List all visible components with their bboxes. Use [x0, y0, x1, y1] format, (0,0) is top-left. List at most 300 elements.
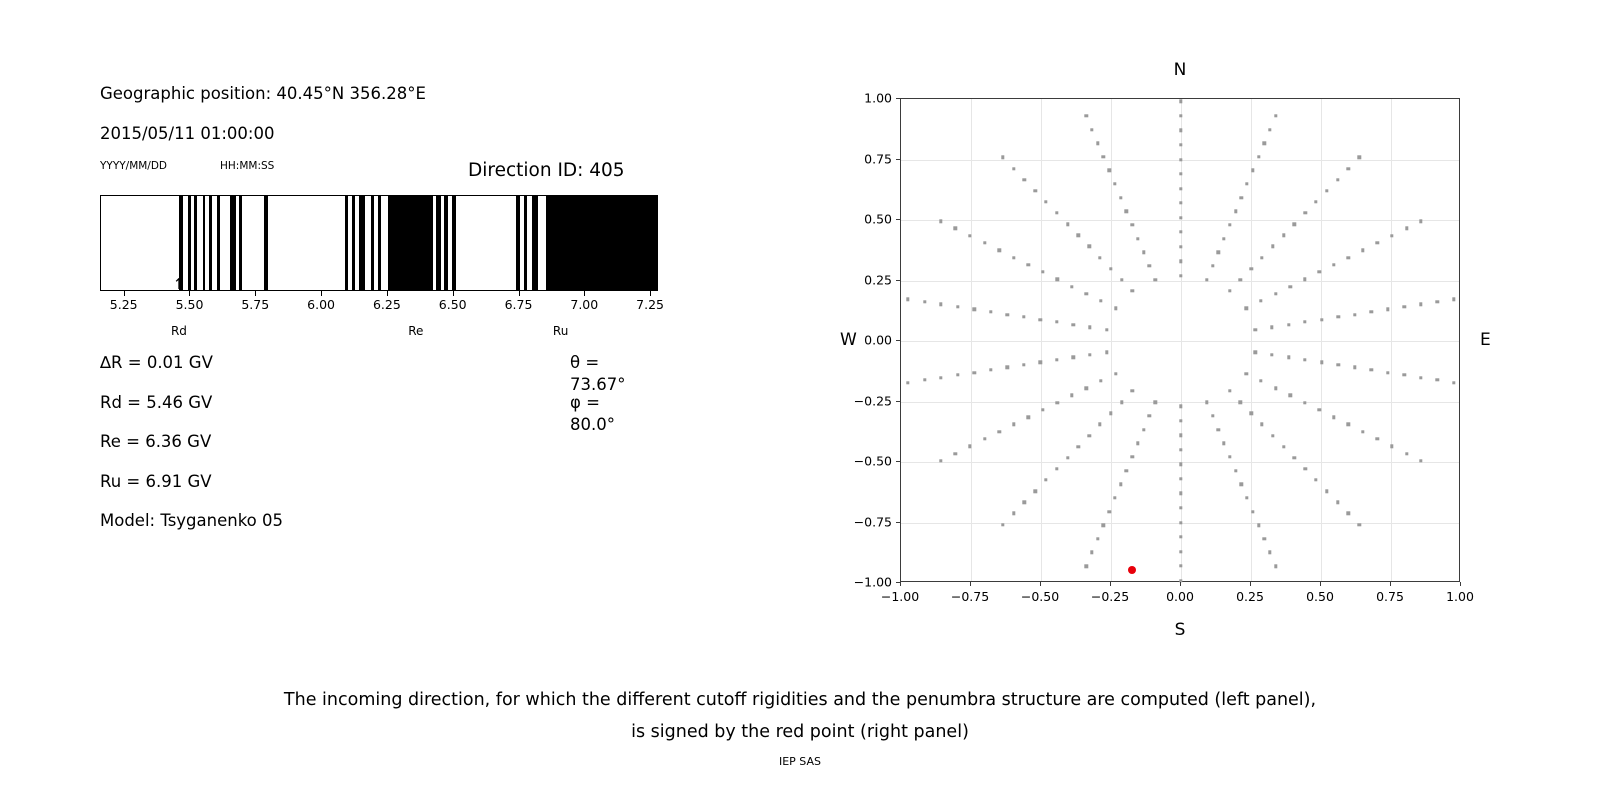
- direction-point: [1405, 227, 1408, 230]
- penumbra-band: [352, 196, 355, 290]
- direction-point: [1263, 537, 1266, 540]
- penumbra-band: [532, 196, 539, 290]
- direction-point: [1088, 245, 1091, 248]
- direction-point: [1130, 223, 1133, 226]
- direction-point: [1274, 564, 1277, 567]
- direction-point: [1405, 452, 1408, 455]
- penumbra-tick: [519, 291, 520, 296]
- direction-point: [1070, 285, 1073, 288]
- direction-point: [1353, 313, 1356, 316]
- direction-point: [1012, 167, 1015, 170]
- penumbra-band: [436, 196, 441, 290]
- direction-point: [1084, 114, 1087, 117]
- direction-point: [1332, 416, 1335, 419]
- direction-point: [1240, 196, 1243, 199]
- direction-point: [1085, 292, 1088, 295]
- direction-point: [1125, 469, 1128, 472]
- direction-point: [1179, 158, 1182, 161]
- direction-point: [1056, 401, 1059, 404]
- direction-point: [1148, 264, 1151, 267]
- direction-point: [1113, 496, 1116, 499]
- compass-east-label: E: [1480, 330, 1491, 350]
- time-format-hint: HH:MM:SS: [220, 160, 275, 172]
- direction-point: [968, 445, 971, 448]
- direction-point: [1347, 512, 1350, 515]
- direction-point: [1332, 263, 1335, 266]
- direction-point: [1179, 230, 1182, 233]
- direction-point: [1125, 210, 1128, 213]
- direction-point: [956, 373, 959, 376]
- direction-point: [1357, 523, 1360, 526]
- direction-point: [1136, 442, 1139, 445]
- compass-west-label: W: [840, 330, 857, 350]
- direction-point: [1105, 328, 1108, 331]
- direction-point: [1270, 353, 1273, 356]
- direction-point: [1179, 245, 1182, 248]
- direction-point: [989, 368, 992, 371]
- direction-point: [1403, 373, 1406, 376]
- direction-point: [1001, 156, 1004, 159]
- y-axis-tick: [896, 219, 900, 220]
- direction-point: [997, 430, 1000, 433]
- direction-point: [1314, 200, 1317, 203]
- direction-point: [1318, 270, 1321, 273]
- direction-point: [1228, 223, 1231, 226]
- direction-point: [1098, 423, 1101, 426]
- direction-point: [972, 371, 975, 374]
- direction-point: [1259, 379, 1262, 382]
- direction-point: [1099, 379, 1102, 382]
- datetime-label: 2015/05/11 01:00:00: [100, 124, 275, 143]
- direction-point: [1268, 551, 1271, 554]
- direction-point: [1131, 289, 1134, 292]
- direction-point: [1254, 328, 1257, 331]
- y-axis-tick: [896, 461, 900, 462]
- direction-point: [1006, 313, 1009, 316]
- x-axis-tick-label: 1.00: [1446, 589, 1474, 604]
- direction-point: [1288, 394, 1291, 397]
- direction-point: [1099, 299, 1102, 302]
- direction-point: [1228, 389, 1231, 392]
- caption-line-1: The incoming direction, for which the different cutoff rigidities and the penumbra structure are computed (left panel),: [283, 690, 1317, 710]
- grid-line-horizontal: [901, 281, 1459, 282]
- x-axis-tick: [1460, 582, 1461, 586]
- direction-point: [1376, 437, 1379, 440]
- direction-point: [1142, 428, 1145, 431]
- direction-point: [1245, 182, 1248, 185]
- direction-point: [1179, 274, 1182, 277]
- direction-point: [1041, 408, 1044, 411]
- direction-point: [1217, 251, 1220, 254]
- param-left: Model: Tsyganenko 05: [100, 511, 284, 530]
- direction-point: [1179, 100, 1182, 103]
- direction-point: [1179, 259, 1182, 262]
- direction-point: [1109, 267, 1112, 270]
- direction-point: [1239, 278, 1242, 281]
- x-axis-tick: [970, 582, 971, 586]
- penumbra-tick-label: 7.00: [570, 297, 599, 312]
- direction-point: [1260, 256, 1263, 259]
- direction-point: [1357, 156, 1360, 159]
- arrow-up-icon: ↑: [409, 275, 423, 293]
- direction-point: [1251, 510, 1254, 513]
- penumbra-band: [345, 196, 348, 290]
- direction-point: [1452, 381, 1455, 384]
- direction-point: [1044, 200, 1047, 203]
- direction-point: [1274, 386, 1277, 389]
- param-row: [100, 352, 626, 394]
- direction-point: [1039, 361, 1042, 364]
- direction-point: [997, 249, 1000, 252]
- direction-point: [1259, 299, 1262, 302]
- direction-point: [1403, 305, 1406, 308]
- direction-point: [1027, 263, 1030, 266]
- x-axis-tick-label: 0.25: [1236, 589, 1264, 604]
- direction-point: [1260, 423, 1263, 426]
- direction-point: [1044, 478, 1047, 481]
- direction-point: [1119, 196, 1122, 199]
- penumbra-band: [516, 196, 520, 290]
- direction-point: [939, 220, 942, 223]
- direction-point: [1120, 400, 1123, 403]
- y-axis-tick: [896, 401, 900, 402]
- sky-map-plot-area: [900, 98, 1460, 582]
- x-axis-tick: [1040, 582, 1041, 586]
- compass-south-label: S: [1174, 620, 1186, 640]
- x-axis-tick-label: −1.00: [880, 589, 920, 604]
- direction-point: [1268, 128, 1271, 131]
- direction-point: [1023, 178, 1026, 181]
- direction-point: [1070, 394, 1073, 397]
- direction-point: [939, 303, 942, 306]
- direction-point: [1211, 264, 1214, 267]
- penumbra-band: [230, 196, 236, 290]
- direction-point: [1179, 448, 1182, 451]
- direction-point: [1077, 234, 1080, 237]
- direction-point: [1096, 537, 1099, 540]
- direction-point: [1287, 323, 1290, 326]
- direction-point: [1419, 376, 1422, 379]
- x-axis-tick-label: 0.50: [1306, 589, 1334, 604]
- direction-point: [1257, 155, 1260, 158]
- direction-point: [1179, 535, 1182, 538]
- direction-point: [1179, 143, 1182, 146]
- direction-point: [1022, 363, 1025, 366]
- penumbra-band: [264, 196, 267, 290]
- penumbra-tick-label: 6.50: [438, 297, 467, 312]
- direction-point: [968, 234, 971, 237]
- y-axis-tick-label: −0.75: [853, 514, 892, 529]
- direction-point: [1386, 308, 1389, 311]
- param-row: [100, 471, 283, 511]
- direction-point: [1251, 169, 1254, 172]
- direction-point: [1287, 356, 1290, 359]
- direction-point: [1239, 400, 1242, 403]
- direction-point: [1114, 307, 1117, 310]
- direction-point: [1336, 363, 1339, 366]
- geographic-position-label: Geographic position: 40.45°N 356.28°E: [100, 84, 426, 103]
- direction-point: [1347, 256, 1350, 259]
- direction-point: [1105, 351, 1108, 354]
- direction-point: [1240, 483, 1243, 486]
- direction-point: [983, 241, 986, 244]
- direction-point: [1263, 141, 1266, 144]
- figure-caption: [0, 684, 1600, 748]
- direction-point: [1314, 478, 1317, 481]
- penumbra-band: [217, 196, 220, 290]
- direction-point: [1034, 189, 1037, 192]
- param-row: [100, 510, 283, 550]
- direction-point: [1072, 356, 1075, 359]
- direction-point: [1325, 189, 1328, 192]
- x-axis-tick-label: 0.00: [1166, 589, 1194, 604]
- direction-point: [1179, 492, 1182, 495]
- param-left: Re = 6.36 GV: [100, 432, 212, 451]
- date-format-hint: YYYY/MM/DD: [100, 160, 168, 172]
- direction-point: [1130, 455, 1133, 458]
- direction-point: [1320, 361, 1323, 364]
- y-axis-tick-label: −0.25: [853, 393, 892, 408]
- penumbra-tick-label: 5.50: [175, 297, 204, 312]
- penumbra-tick: [584, 291, 585, 296]
- direction-point: [1390, 445, 1393, 448]
- penumbra-tick-label: 6.25: [372, 297, 401, 312]
- penumbra-tick: [189, 291, 190, 296]
- y-axis-tick-label: 1.00: [864, 90, 892, 106]
- penumbra-tick-label: 7.25: [636, 297, 665, 312]
- direction-point: [1006, 366, 1009, 369]
- direction-point: [1084, 564, 1087, 567]
- direction-point: [1072, 323, 1075, 326]
- penumbra-tick: [124, 291, 125, 296]
- penumbra-band: [444, 196, 448, 290]
- direction-point: [1055, 211, 1058, 214]
- grid-line-vertical: [971, 99, 972, 581]
- direction-point: [1066, 456, 1069, 459]
- y-axis-tick-label: 0.25: [864, 272, 892, 287]
- direction-point: [1303, 320, 1306, 323]
- direction-point: [1055, 320, 1058, 323]
- direction-point: [1245, 496, 1248, 499]
- x-axis-tick: [900, 582, 901, 586]
- direction-point: [1034, 489, 1037, 492]
- penumbra-tick-label: 6.00: [307, 297, 336, 312]
- direction-point: [1390, 234, 1393, 237]
- penumbra-tick: [650, 291, 651, 296]
- param-left: Ru = 6.91 GV: [100, 471, 212, 491]
- direction-point: [1027, 416, 1030, 419]
- penumbra-annotation-label: Re: [408, 324, 424, 338]
- param-left: Rd = 5.46 GV: [100, 392, 213, 412]
- penumbra-annotation-label: Ru: [552, 324, 569, 338]
- param-row: [100, 431, 283, 471]
- direction-point: [1245, 307, 1248, 310]
- penumbra-x-axis: [100, 275, 665, 341]
- direction-point: [1023, 501, 1026, 504]
- direction-id-label: Direction ID: 405: [468, 160, 625, 181]
- direction-point: [939, 376, 942, 379]
- direction-point: [956, 305, 959, 308]
- direction-point: [1179, 216, 1182, 219]
- direction-point: [1318, 408, 1321, 411]
- selected-direction-point[interactable]: [1128, 566, 1136, 574]
- penumbra-band: [378, 196, 381, 290]
- x-axis-tick: [1390, 582, 1391, 586]
- penumbra-tick: [387, 291, 388, 296]
- direction-point: [1179, 172, 1182, 175]
- direction-point: [923, 378, 926, 381]
- direction-point: [1109, 412, 1112, 415]
- direction-point: [1096, 141, 1099, 144]
- direction-point: [954, 452, 957, 455]
- grid-line-vertical: [1321, 99, 1322, 581]
- x-axis-tick: [1320, 582, 1321, 586]
- x-axis-tick: [1180, 582, 1181, 586]
- param-left: ∆R = 0.01 GV: [100, 353, 213, 372]
- penumbra-band: [239, 196, 242, 290]
- direction-point: [1055, 358, 1058, 361]
- direction-point: [1386, 371, 1389, 374]
- direction-point: [1113, 182, 1116, 185]
- penumbra-annotation-label: Rd: [170, 324, 187, 338]
- direction-point: [1179, 405, 1182, 408]
- direction-point: [1205, 401, 1208, 404]
- direction-point: [1098, 256, 1101, 259]
- direction-point: [1090, 551, 1093, 554]
- arrow-up-icon: ↑: [172, 275, 186, 293]
- y-axis-tick: [896, 159, 900, 160]
- direction-point: [1136, 237, 1139, 240]
- param-right: φ = 80.0°: [570, 392, 615, 434]
- direction-point: [906, 381, 909, 384]
- direction-point: [1179, 463, 1182, 466]
- direction-point: [1336, 315, 1339, 318]
- direction-point: [1370, 310, 1373, 313]
- direction-point: [989, 310, 992, 313]
- penumbra-tick: [321, 291, 322, 296]
- direction-point: [1217, 428, 1220, 431]
- x-axis-tick: [1250, 582, 1251, 586]
- direction-point: [1179, 434, 1182, 437]
- y-axis-tick: [896, 582, 900, 583]
- direction-point: [1234, 210, 1237, 213]
- grid-line-horizontal: [901, 220, 1459, 221]
- direction-point: [1179, 477, 1182, 480]
- direction-point: [1419, 303, 1422, 306]
- direction-point: [1066, 223, 1069, 226]
- penumbra-band: [524, 196, 527, 290]
- direction-point: [1436, 300, 1439, 303]
- x-axis-tick-label: 0.75: [1376, 589, 1404, 604]
- direction-point: [1419, 220, 1422, 223]
- direction-point: [1179, 114, 1182, 117]
- penumbra-band: [371, 196, 374, 290]
- left-panel: [0, 0, 760, 640]
- direction-point: [1012, 423, 1015, 426]
- direction-point: [1254, 351, 1257, 354]
- arrow-up-icon: ↑: [554, 275, 567, 293]
- direction-point: [1039, 318, 1042, 321]
- penumbra-tick: [255, 291, 256, 296]
- compass-north-label: N: [1173, 60, 1187, 80]
- direction-point: [1282, 234, 1285, 237]
- penumbra-tick: [453, 291, 454, 296]
- direction-point: [1114, 372, 1117, 375]
- direction-point: [1088, 325, 1091, 328]
- penumbra-tick-label: 5.25: [109, 297, 138, 312]
- direction-point: [1257, 523, 1260, 526]
- direction-point: [1012, 256, 1015, 259]
- penumbra-band: [452, 196, 456, 290]
- direction-point: [954, 227, 957, 230]
- direction-point: [939, 459, 942, 462]
- direction-point: [1012, 512, 1015, 515]
- direction-point: [1288, 285, 1291, 288]
- credit-label: IEP SAS: [778, 755, 822, 768]
- direction-point: [1270, 325, 1273, 328]
- direction-point: [1376, 241, 1379, 244]
- direction-point: [906, 298, 909, 301]
- y-axis-tick: [896, 522, 900, 523]
- direction-point: [1282, 445, 1285, 448]
- direction-point: [972, 308, 975, 311]
- direction-point: [1102, 523, 1105, 526]
- direction-point: [1153, 401, 1156, 404]
- direction-point: [1222, 237, 1225, 240]
- penumbra-tick-label: 6.75: [504, 297, 533, 312]
- y-axis-tick-label: −1.00: [853, 574, 892, 590]
- direction-point: [1361, 249, 1364, 252]
- direction-point: [1088, 434, 1091, 437]
- direction-point: [1271, 245, 1274, 248]
- direction-point: [1361, 430, 1364, 433]
- direction-point: [1303, 358, 1306, 361]
- direction-point: [1179, 419, 1182, 422]
- grid-line-horizontal: [901, 341, 1459, 342]
- direction-point: [1228, 289, 1231, 292]
- direction-point: [1179, 521, 1182, 524]
- direction-point: [1179, 506, 1182, 509]
- parameter-list: [100, 352, 626, 550]
- direction-point: [1090, 128, 1093, 131]
- direction-point: [1245, 372, 1248, 375]
- direction-point: [1131, 389, 1134, 392]
- direction-point: [1120, 278, 1123, 281]
- direction-point: [1234, 469, 1237, 472]
- param-row: [100, 392, 615, 434]
- direction-point: [1293, 456, 1296, 459]
- direction-point: [1303, 278, 1306, 281]
- direction-point: [1088, 353, 1091, 356]
- direction-point: [1303, 467, 1306, 470]
- direction-point: [1107, 510, 1110, 513]
- direction-point: [1107, 169, 1110, 172]
- direction-point: [1001, 523, 1004, 526]
- y-axis-tick-label: 0.50: [864, 211, 892, 227]
- direction-point: [1056, 278, 1059, 281]
- penumbra-band: [188, 196, 191, 290]
- y-axis-tick-label: −0.50: [853, 453, 892, 469]
- x-axis-tick: [1110, 582, 1111, 586]
- direction-point: [1102, 155, 1105, 158]
- y-axis-tick-label: 0.00: [864, 332, 892, 348]
- y-axis-tick-label: 0.75: [864, 151, 892, 166]
- direction-point: [1179, 129, 1182, 132]
- direction-point: [1293, 223, 1296, 226]
- y-axis-tick: [896, 340, 900, 341]
- caption-line-2: is signed by the red point (right panel): [631, 722, 969, 742]
- direction-point: [1274, 114, 1277, 117]
